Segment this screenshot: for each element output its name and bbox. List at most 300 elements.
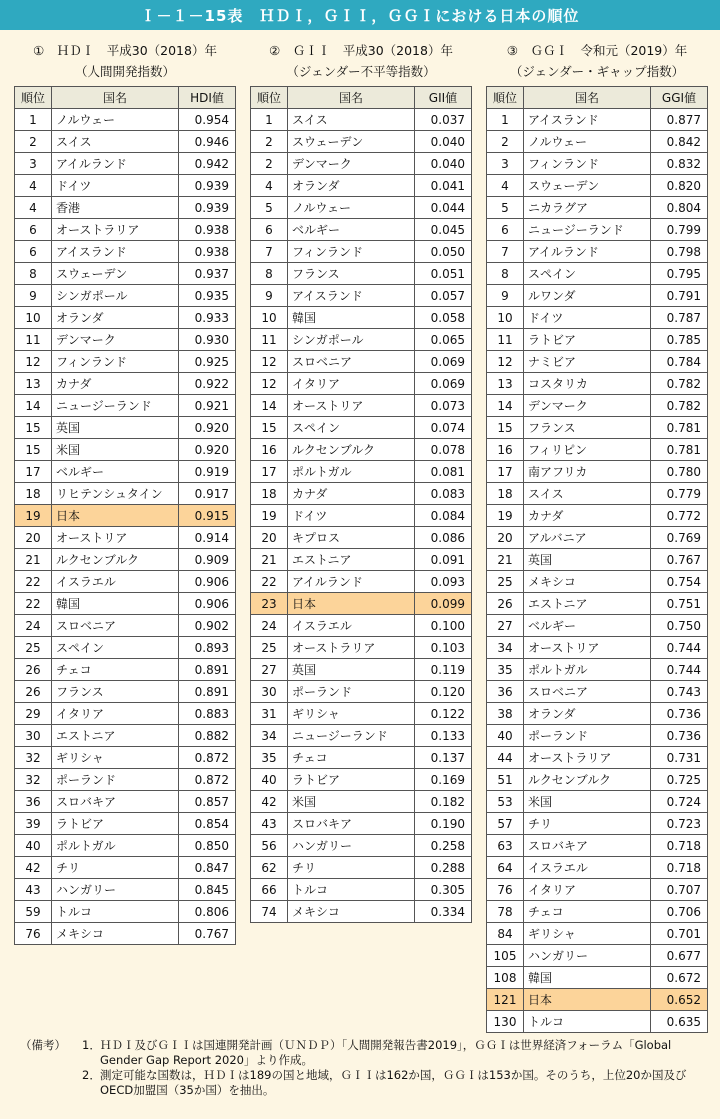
table-row: [487, 439, 708, 461]
country-cell: スロバキア: [288, 813, 415, 835]
rank-header: 順位: [15, 87, 52, 109]
rank-cell: 8: [487, 263, 524, 285]
table-row: [15, 681, 236, 703]
value-cell: 0.954: [179, 109, 236, 131]
ggi-section: [486, 40, 708, 1033]
hdi-table: [14, 86, 236, 945]
table-row: [251, 461, 472, 483]
rank-cell: 5: [251, 197, 288, 219]
table-row: [487, 373, 708, 395]
table-row: [15, 197, 236, 219]
country-cell: 米国: [288, 791, 415, 813]
country-cell: スウェーデン: [52, 263, 179, 285]
rank-cell: 2: [251, 153, 288, 175]
value-cell: 0.736: [651, 703, 708, 725]
country-cell: メキシコ: [524, 571, 651, 593]
rank-cell: 6: [15, 219, 52, 241]
value-cell: 0.883: [179, 703, 236, 725]
value-cell: 0.877: [651, 109, 708, 131]
table-row: [251, 241, 472, 263]
value-cell: 0.288: [415, 857, 472, 879]
rank-cell: 22: [251, 571, 288, 593]
country-cell: ルワンダ: [524, 285, 651, 307]
value-cell: 0.120: [415, 681, 472, 703]
table-row: [487, 879, 708, 901]
value-cell: 0.182: [415, 791, 472, 813]
country-cell: スイス: [524, 483, 651, 505]
table-row: [487, 395, 708, 417]
table-row: [487, 637, 708, 659]
gii-table: [250, 86, 472, 923]
rank-cell: 11: [487, 329, 524, 351]
country-cell: ナミビア: [524, 351, 651, 373]
country-cell: チリ: [52, 857, 179, 879]
table-row: [15, 923, 236, 945]
value-cell: 0.785: [651, 329, 708, 351]
rank-cell: 44: [487, 747, 524, 769]
country-cell: 英国: [52, 417, 179, 439]
table-row: [487, 505, 708, 527]
rank-cell: 11: [251, 329, 288, 351]
country-cell: 日本: [288, 593, 415, 615]
value-cell: 0.804: [651, 197, 708, 219]
table-row: [15, 857, 236, 879]
table-row: [251, 197, 472, 219]
rank-cell: 78: [487, 901, 524, 923]
rank-cell: 43: [251, 813, 288, 835]
table-header-row: [487, 87, 708, 109]
value-cell: 0.920: [179, 439, 236, 461]
rank-cell: 42: [15, 857, 52, 879]
value-cell: 0.787: [651, 307, 708, 329]
rank-cell: 24: [15, 615, 52, 637]
country-cell: カナダ: [52, 373, 179, 395]
table-row: [15, 109, 236, 131]
rank-cell: 27: [251, 659, 288, 681]
rank-cell: 26: [15, 659, 52, 681]
value-cell: 0.820: [651, 175, 708, 197]
country-cell: 日本: [524, 989, 651, 1011]
rank-cell: 7: [251, 241, 288, 263]
rank-cell: 24: [251, 615, 288, 637]
table-row: [251, 879, 472, 901]
country-cell: 韓国: [524, 967, 651, 989]
rank-cell: 76: [15, 923, 52, 945]
value-cell: 0.078: [415, 439, 472, 461]
value-cell: 0.707: [651, 879, 708, 901]
rank-cell: 121: [487, 989, 524, 1011]
value-cell: 0.902: [179, 615, 236, 637]
country-cell: スウェーデン: [288, 131, 415, 153]
hdi-heading: ① ＨＤＩ 平成30（2018）年: [33, 43, 217, 58]
table-row: [251, 285, 472, 307]
country-cell: オーストリア: [288, 395, 415, 417]
rank-cell: 6: [487, 219, 524, 241]
value-cell: 0.058: [415, 307, 472, 329]
country-cell: ノルウェー: [288, 197, 415, 219]
table-row: [15, 703, 236, 725]
table-row: [251, 153, 472, 175]
rank-cell: 35: [251, 747, 288, 769]
table-row: [251, 329, 472, 351]
country-cell: アイルランド: [524, 241, 651, 263]
country-cell: ハンガリー: [288, 835, 415, 857]
table-row: [251, 131, 472, 153]
country-cell: ポーランド: [524, 725, 651, 747]
table-row: [487, 615, 708, 637]
country-cell: ノルウェー: [52, 109, 179, 131]
value-cell: 0.731: [651, 747, 708, 769]
table-row: [487, 549, 708, 571]
value-cell: 0.725: [651, 769, 708, 791]
table-row: [251, 527, 472, 549]
note-text: ＨＤＩ及びＧＩＩは国連開発計画（ＵＮＤＰ）「人間開発報告書2019」，ＧＧＩは世界経済フォーラム「Global Gender Gap Report 2020」より作成。: [100, 1038, 672, 1067]
rank-cell: 35: [487, 659, 524, 681]
country-cell: チリ: [524, 813, 651, 835]
rank-cell: 25: [15, 637, 52, 659]
country-cell: ギリシャ: [288, 703, 415, 725]
rank-cell: 21: [15, 549, 52, 571]
rank-cell: 15: [487, 417, 524, 439]
table-row: [15, 571, 236, 593]
country-cell: ポーランド: [52, 769, 179, 791]
country-cell: ポルトガル: [52, 835, 179, 857]
value-cell: 0.925: [179, 351, 236, 373]
country-cell: イスラエル: [52, 571, 179, 593]
country-cell: 南アフリカ: [524, 461, 651, 483]
table-row: [15, 153, 236, 175]
value-cell: 0.799: [651, 219, 708, 241]
value-cell: 0.882: [179, 725, 236, 747]
country-cell: スペイン: [288, 417, 415, 439]
value-cell: 0.933: [179, 307, 236, 329]
value-cell: 0.832: [651, 153, 708, 175]
value-cell: 0.781: [651, 439, 708, 461]
rank-cell: 27: [487, 615, 524, 637]
rank-cell: 2: [15, 131, 52, 153]
rank-cell: 17: [15, 461, 52, 483]
country-cell: カナダ: [288, 483, 415, 505]
country-header: 国名: [52, 87, 179, 109]
value-cell: 0.781: [651, 417, 708, 439]
country-cell: ニカラグア: [524, 197, 651, 219]
table-row: [487, 109, 708, 131]
country-cell: スイス: [52, 131, 179, 153]
table-row: [15, 241, 236, 263]
table-row: [15, 659, 236, 681]
country-cell: イスラエル: [288, 615, 415, 637]
rank-cell: 20: [487, 527, 524, 549]
rank-cell: 4: [251, 175, 288, 197]
rank-cell: 4: [15, 175, 52, 197]
rank-cell: 14: [15, 395, 52, 417]
table-row: [487, 593, 708, 615]
table-row: [487, 329, 708, 351]
table-row: [487, 791, 708, 813]
value-header: GII値: [415, 87, 472, 109]
rank-cell: 1: [487, 109, 524, 131]
table-row: [15, 417, 236, 439]
table-row: [15, 879, 236, 901]
rank-cell: 42: [251, 791, 288, 813]
table-row: [251, 615, 472, 637]
country-cell: メキシコ: [52, 923, 179, 945]
ggi-table: [486, 86, 708, 1033]
country-cell: ラトビア: [524, 329, 651, 351]
table-row: [251, 175, 472, 197]
value-cell: 0.784: [651, 351, 708, 373]
value-cell: 0.919: [179, 461, 236, 483]
notes-prefix: （備考）: [20, 1038, 66, 1052]
country-cell: ベルギー: [52, 461, 179, 483]
value-cell: 0.872: [179, 747, 236, 769]
table-row: [487, 241, 708, 263]
rank-cell: 25: [487, 571, 524, 593]
table-row: [15, 483, 236, 505]
table-row: [15, 813, 236, 835]
value-cell: 0.069: [415, 373, 472, 395]
rank-cell: 10: [251, 307, 288, 329]
rank-cell: 5: [487, 197, 524, 219]
value-cell: 0.850: [179, 835, 236, 857]
table-row: [487, 703, 708, 725]
rank-cell: 18: [487, 483, 524, 505]
rank-cell: 108: [487, 967, 524, 989]
table-row: [251, 901, 472, 923]
country-cell: トルコ: [288, 879, 415, 901]
rank-cell: 4: [487, 175, 524, 197]
country-cell: ベルギー: [288, 219, 415, 241]
rank-cell: 20: [15, 527, 52, 549]
table-row: [15, 747, 236, 769]
rank-cell: 6: [15, 241, 52, 263]
table-row: [15, 791, 236, 813]
country-cell: 香港: [52, 197, 179, 219]
country-cell: トルコ: [52, 901, 179, 923]
rank-cell: 15: [15, 439, 52, 461]
value-cell: 0.672: [651, 967, 708, 989]
rank-cell: 56: [251, 835, 288, 857]
value-cell: 0.779: [651, 483, 708, 505]
value-cell: 0.795: [651, 263, 708, 285]
rank-cell: 39: [15, 813, 52, 835]
rank-cell: 23: [251, 593, 288, 615]
rank-cell: 105: [487, 945, 524, 967]
rank-cell: 17: [487, 461, 524, 483]
page-title: Ｉ－１－15表 ＨＤＩ，ＧＩＩ，ＧＧＩにおける日本の順位: [0, 0, 720, 30]
gii-heading: ② ＧＩＩ 平成30（2018）年: [269, 43, 453, 58]
value-cell: 0.847: [179, 857, 236, 879]
country-cell: ポルトガル: [288, 461, 415, 483]
hdi-section: [14, 40, 236, 945]
country-cell: ラトビア: [288, 769, 415, 791]
value-cell: 0.701: [651, 923, 708, 945]
table-row: [15, 505, 236, 527]
country-cell: チェコ: [288, 747, 415, 769]
value-cell: 0.937: [179, 263, 236, 285]
rank-cell: 84: [487, 923, 524, 945]
value-cell: 0.754: [651, 571, 708, 593]
country-cell: シンガポール: [288, 329, 415, 351]
rank-cell: 8: [15, 263, 52, 285]
rank-cell: 12: [487, 351, 524, 373]
table-row: [487, 769, 708, 791]
rank-cell: 57: [487, 813, 524, 835]
rank-cell: 2: [251, 131, 288, 153]
country-cell: 韓国: [52, 593, 179, 615]
rank-cell: 36: [487, 681, 524, 703]
table-row: [15, 285, 236, 307]
table-row: [15, 219, 236, 241]
table-row: [15, 131, 236, 153]
value-cell: 0.073: [415, 395, 472, 417]
rank-cell: 40: [487, 725, 524, 747]
rank-cell: 3: [487, 153, 524, 175]
country-cell: スロバキア: [52, 791, 179, 813]
table-row: [487, 967, 708, 989]
table-header-row: [251, 87, 472, 109]
value-cell: 0.798: [651, 241, 708, 263]
ggi-subheading: （ジェンダー・ギャップ指数）: [509, 64, 685, 79]
country-cell: アルバニア: [524, 527, 651, 549]
country-cell: ルクセンブルク: [288, 439, 415, 461]
country-cell: フィンランド: [52, 351, 179, 373]
table-row: [487, 527, 708, 549]
value-cell: 0.935: [179, 285, 236, 307]
country-cell: エストニア: [524, 593, 651, 615]
rank-cell: 4: [15, 197, 52, 219]
rank-cell: 12: [15, 351, 52, 373]
rank-cell: 7: [487, 241, 524, 263]
value-cell: 0.915: [179, 505, 236, 527]
table-row: [15, 549, 236, 571]
rank-cell: 26: [487, 593, 524, 615]
table-row: [251, 417, 472, 439]
table-row: [487, 285, 708, 307]
value-cell: 0.743: [651, 681, 708, 703]
country-cell: ラトビア: [52, 813, 179, 835]
table-row: [487, 131, 708, 153]
value-cell: 0.334: [415, 901, 472, 923]
value-cell: 0.845: [179, 879, 236, 901]
table-row: [487, 857, 708, 879]
rank-cell: 66: [251, 879, 288, 901]
country-cell: スペイン: [524, 263, 651, 285]
rank-cell: 19: [251, 505, 288, 527]
value-cell: 0.057: [415, 285, 472, 307]
rank-cell: 30: [251, 681, 288, 703]
country-cell: チリ: [288, 857, 415, 879]
rank-cell: 40: [251, 769, 288, 791]
value-cell: 0.677: [651, 945, 708, 967]
table-row: [251, 351, 472, 373]
country-cell: イタリア: [288, 373, 415, 395]
country-cell: キプロス: [288, 527, 415, 549]
country-cell: コスタリカ: [524, 373, 651, 395]
value-cell: 0.736: [651, 725, 708, 747]
country-cell: 日本: [52, 505, 179, 527]
table-row: [487, 307, 708, 329]
value-cell: 0.939: [179, 197, 236, 219]
table-row: [15, 901, 236, 923]
value-cell: 0.921: [179, 395, 236, 417]
rank-cell: 40: [15, 835, 52, 857]
rank-cell: 26: [15, 681, 52, 703]
value-cell: 0.086: [415, 527, 472, 549]
country-cell: ポーランド: [288, 681, 415, 703]
value-cell: 0.724: [651, 791, 708, 813]
table-row: [15, 835, 236, 857]
value-cell: 0.893: [179, 637, 236, 659]
rank-cell: 8: [251, 263, 288, 285]
note-item: [20, 1068, 710, 1098]
table-row: [251, 549, 472, 571]
table-row: [15, 263, 236, 285]
value-cell: 0.939: [179, 175, 236, 197]
rank-cell: 10: [487, 307, 524, 329]
table-row: [251, 571, 472, 593]
notes: [20, 1038, 710, 1098]
country-cell: ルクセンブルク: [524, 769, 651, 791]
rank-cell: 74: [251, 901, 288, 923]
rank-cell: 21: [251, 549, 288, 571]
table-row: [487, 923, 708, 945]
value-cell: 0.169: [415, 769, 472, 791]
country-header: 国名: [524, 87, 651, 109]
country-cell: イスラエル: [524, 857, 651, 879]
table-row: [251, 725, 472, 747]
table-row: [487, 901, 708, 923]
value-cell: 0.751: [651, 593, 708, 615]
rank-cell: 31: [251, 703, 288, 725]
table-row: [487, 175, 708, 197]
country-cell: 英国: [288, 659, 415, 681]
country-cell: アイルランド: [288, 571, 415, 593]
ggi-heading: ③ ＧＧＩ 令和元（2019）年: [506, 43, 688, 58]
value-cell: 0.780: [651, 461, 708, 483]
rank-cell: 13: [15, 373, 52, 395]
value-cell: 0.744: [651, 637, 708, 659]
table-row: [487, 483, 708, 505]
value-cell: 0.091: [415, 549, 472, 571]
value-cell: 0.065: [415, 329, 472, 351]
value-cell: 0.906: [179, 593, 236, 615]
rank-cell: 29: [15, 703, 52, 725]
rank-cell: 19: [487, 505, 524, 527]
value-cell: 0.037: [415, 109, 472, 131]
table-row: [15, 725, 236, 747]
country-cell: イタリア: [524, 879, 651, 901]
country-cell: ルクセンブルク: [52, 549, 179, 571]
country-cell: オランダ: [524, 703, 651, 725]
value-cell: 0.652: [651, 989, 708, 1011]
value-cell: 0.946: [179, 131, 236, 153]
value-cell: 0.938: [179, 219, 236, 241]
table-row: [487, 747, 708, 769]
country-cell: ドイツ: [52, 175, 179, 197]
table-row: [251, 703, 472, 725]
gii-section: [250, 40, 472, 923]
rank-cell: 32: [15, 769, 52, 791]
table-row: [251, 747, 472, 769]
value-cell: 0.190: [415, 813, 472, 835]
country-cell: チェコ: [52, 659, 179, 681]
rank-cell: 63: [487, 835, 524, 857]
country-cell: フランス: [52, 681, 179, 703]
country-cell: ノルウェー: [524, 131, 651, 153]
table-row: [251, 637, 472, 659]
table-row: [487, 659, 708, 681]
